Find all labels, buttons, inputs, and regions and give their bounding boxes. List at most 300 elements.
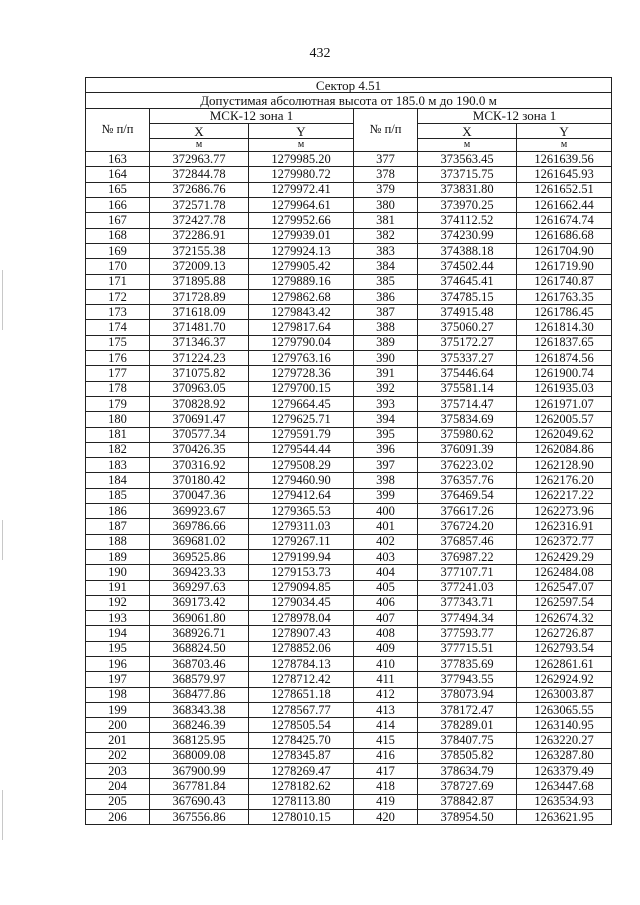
point-number-right: 400 (354, 504, 418, 519)
x-coordinate-right: 376357.76 (418, 473, 517, 488)
x-coordinate-left: 371224.23 (150, 351, 249, 366)
point-number-right: 390 (354, 351, 418, 366)
point-number-right: 415 (354, 733, 418, 748)
point-number-right: 409 (354, 641, 418, 656)
table-row (86, 243, 612, 258)
coordinate-system-right: МСК-12 зона 1 (418, 108, 612, 123)
point-number-left: 204 (86, 779, 150, 794)
y-coordinate-right: 1263003.87 (517, 687, 612, 702)
sector-title: Сектор 4.51 (86, 78, 612, 93)
y-coordinate-left: 1278269.47 (249, 764, 354, 779)
y-coordinate-left: 1279790.04 (249, 335, 354, 350)
x-coordinate-right: 375834.69 (418, 412, 517, 427)
y-coordinate-left: 1278425.70 (249, 733, 354, 748)
x-coordinate-right: 378289.01 (418, 718, 517, 733)
x-coordinate-right: 376091.39 (418, 442, 517, 457)
x-coordinate-right: 374645.41 (418, 274, 517, 289)
x-coordinate-right: 378407.75 (418, 733, 517, 748)
table-body (86, 152, 612, 825)
point-number-right: 377 (354, 152, 418, 167)
y-coordinate-right: 1261786.45 (517, 305, 612, 320)
y-coordinate-left: 1279972.41 (249, 182, 354, 197)
table-row (86, 381, 612, 396)
x-coordinate-right: 374388.18 (418, 243, 517, 258)
table-row (86, 488, 612, 503)
table-row (86, 641, 612, 656)
sector-header-row (86, 78, 612, 93)
point-number-left: 196 (86, 656, 150, 671)
table-row (86, 519, 612, 534)
point-number-right: 391 (354, 366, 418, 381)
y-coordinate-left: 1279625.71 (249, 412, 354, 427)
y-coordinate-left: 1279763.16 (249, 351, 354, 366)
x-coordinate-right: 375337.27 (418, 351, 517, 366)
y-coordinate-right: 1262726.87 (517, 626, 612, 641)
y-coordinate-left: 1279862.68 (249, 289, 354, 304)
table-row (86, 396, 612, 411)
table-row (86, 672, 612, 687)
point-number-left: 181 (86, 427, 150, 442)
y-coordinate-right: 1261900.74 (517, 366, 612, 381)
coordinates-table (85, 77, 612, 825)
x-coordinate-left: 368477.86 (150, 687, 249, 702)
col-header-y-right: Y (517, 123, 612, 138)
x-coordinate-right: 374230.99 (418, 228, 517, 243)
table-row (86, 626, 612, 641)
y-coordinate-right: 1263621.95 (517, 809, 612, 824)
point-number-left: 177 (86, 366, 150, 381)
point-number-left: 198 (86, 687, 150, 702)
x-coordinate-left: 367781.84 (150, 779, 249, 794)
point-number-left: 172 (86, 289, 150, 304)
point-number-left: 189 (86, 549, 150, 564)
point-number-right: 419 (354, 794, 418, 809)
x-coordinate-left: 372427.78 (150, 213, 249, 228)
point-number-left: 173 (86, 305, 150, 320)
col-header-x-right: X (418, 123, 517, 138)
x-coordinate-right: 374785.15 (418, 289, 517, 304)
table-row (86, 702, 612, 717)
x-coordinate-left: 368009.08 (150, 748, 249, 763)
x-coordinate-right: 373970.25 (418, 198, 517, 213)
x-coordinate-right: 375581.14 (418, 381, 517, 396)
table-row (86, 289, 612, 304)
altitude-range: Допустимая абсолютная высота от 185.0 м до 190.0 м (86, 93, 612, 108)
x-coordinate-right: 376857.46 (418, 534, 517, 549)
y-coordinate-right: 1262273.96 (517, 504, 612, 519)
x-coordinate-left: 368579.97 (150, 672, 249, 687)
y-coordinate-right: 1262372.77 (517, 534, 612, 549)
x-coordinate-right: 376469.54 (418, 488, 517, 503)
x-coordinate-right: 375714.47 (418, 396, 517, 411)
x-coordinate-left: 371075.82 (150, 366, 249, 381)
table-row (86, 473, 612, 488)
y-coordinate-left: 1279267.11 (249, 534, 354, 549)
x-coordinate-right: 375060.27 (418, 320, 517, 335)
x-coordinate-left: 369423.33 (150, 565, 249, 580)
point-number-right: 412 (354, 687, 418, 702)
x-coordinate-right: 373831.80 (418, 182, 517, 197)
y-coordinate-left: 1279939.01 (249, 228, 354, 243)
table-row (86, 656, 612, 671)
x-coordinate-left: 367900.99 (150, 764, 249, 779)
y-coordinate-left: 1279817.64 (249, 320, 354, 335)
table-row (86, 534, 612, 549)
point-number-right: 379 (354, 182, 418, 197)
y-coordinate-left: 1279700.15 (249, 381, 354, 396)
point-number-left: 200 (86, 718, 150, 733)
x-coordinate-right: 373715.75 (418, 167, 517, 182)
x-coordinate-right: 378842.87 (418, 794, 517, 809)
y-coordinate-right: 1262597.54 (517, 595, 612, 610)
x-coordinate-left: 372686.76 (150, 182, 249, 197)
y-coordinate-left: 1279034.45 (249, 595, 354, 610)
x-coordinate-right: 378727.69 (418, 779, 517, 794)
point-number-right: 398 (354, 473, 418, 488)
y-coordinate-left: 1279964.61 (249, 198, 354, 213)
point-number-right: 408 (354, 626, 418, 641)
y-coordinate-left: 1279905.42 (249, 259, 354, 274)
y-coordinate-right: 1262793.54 (517, 641, 612, 656)
x-coordinate-left: 370828.92 (150, 396, 249, 411)
x-coordinate-right: 374915.48 (418, 305, 517, 320)
x-coordinate-left: 367690.43 (150, 794, 249, 809)
y-coordinate-left: 1279728.36 (249, 366, 354, 381)
table-row (86, 351, 612, 366)
table-row (86, 213, 612, 228)
x-coordinate-left: 372571.78 (150, 198, 249, 213)
table-row (86, 764, 612, 779)
scan-edge-mark (2, 520, 3, 560)
x-coordinate-right: 377715.51 (418, 641, 517, 656)
point-number-right: 416 (354, 748, 418, 763)
point-number-right: 420 (354, 809, 418, 824)
x-coordinate-right: 376223.02 (418, 458, 517, 473)
point-number-left: 205 (86, 794, 150, 809)
table-row (86, 718, 612, 733)
y-coordinate-right: 1262547.07 (517, 580, 612, 595)
table-row (86, 794, 612, 809)
table-row (86, 182, 612, 197)
point-number-left: 165 (86, 182, 150, 197)
y-coordinate-right: 1262217.22 (517, 488, 612, 503)
x-coordinate-left: 368125.95 (150, 733, 249, 748)
point-number-right: 418 (354, 779, 418, 794)
x-coordinate-right: 375172.27 (418, 335, 517, 350)
y-coordinate-left: 1278345.87 (249, 748, 354, 763)
point-number-right: 396 (354, 442, 418, 457)
y-coordinate-right: 1263534.93 (517, 794, 612, 809)
x-coordinate-right: 375980.62 (418, 427, 517, 442)
table-row (86, 595, 612, 610)
point-number-left: 201 (86, 733, 150, 748)
x-coordinate-left: 369786.66 (150, 519, 249, 534)
x-coordinate-left: 369923.67 (150, 504, 249, 519)
table-row (86, 427, 612, 442)
point-number-right: 414 (354, 718, 418, 733)
point-number-right: 401 (354, 519, 418, 534)
point-number-right: 417 (354, 764, 418, 779)
unit-x-left: м (150, 139, 249, 152)
system-header-row (86, 108, 612, 123)
point-number-left: 176 (86, 351, 150, 366)
point-number-left: 197 (86, 672, 150, 687)
x-coordinate-left: 371895.88 (150, 274, 249, 289)
table-row (86, 412, 612, 427)
x-coordinate-right: 378505.82 (418, 748, 517, 763)
table-row (86, 580, 612, 595)
x-coordinate-left: 369525.86 (150, 549, 249, 564)
scan-edge-mark (2, 790, 3, 840)
y-coordinate-right: 1261935.03 (517, 381, 612, 396)
point-number-right: 382 (354, 228, 418, 243)
y-coordinate-right: 1261719.90 (517, 259, 612, 274)
x-coordinate-right: 377593.77 (418, 626, 517, 641)
point-number-left: 164 (86, 167, 150, 182)
point-number-left: 163 (86, 152, 150, 167)
x-coordinate-right: 378634.79 (418, 764, 517, 779)
y-coordinate-right: 1261686.68 (517, 228, 612, 243)
point-number-right: 388 (354, 320, 418, 335)
point-number-right: 394 (354, 412, 418, 427)
y-coordinate-left: 1278978.04 (249, 611, 354, 626)
x-coordinate-left: 369173.42 (150, 595, 249, 610)
y-coordinate-right: 1261971.07 (517, 396, 612, 411)
y-coordinate-left: 1278852.06 (249, 641, 354, 656)
point-number-left: 185 (86, 488, 150, 503)
x-coordinate-left: 368926.71 (150, 626, 249, 641)
table-row (86, 687, 612, 702)
y-coordinate-left: 1279460.90 (249, 473, 354, 488)
y-coordinate-left: 1278505.54 (249, 718, 354, 733)
y-coordinate-left: 1279924.13 (249, 243, 354, 258)
x-coordinate-right: 376724.20 (418, 519, 517, 534)
x-coordinate-left: 371346.37 (150, 335, 249, 350)
y-coordinate-right: 1262005.57 (517, 412, 612, 427)
point-number-left: 195 (86, 641, 150, 656)
y-coordinate-left: 1279199.94 (249, 549, 354, 564)
y-coordinate-left: 1279980.72 (249, 167, 354, 182)
y-coordinate-right: 1262316.91 (517, 519, 612, 534)
table-row (86, 366, 612, 381)
x-coordinate-left: 368343.38 (150, 702, 249, 717)
col-header-y-left: Y (249, 123, 354, 138)
x-coordinate-right: 378954.50 (418, 809, 517, 824)
y-coordinate-right: 1261652.51 (517, 182, 612, 197)
point-number-right: 411 (354, 672, 418, 687)
y-coordinate-left: 1279311.03 (249, 519, 354, 534)
y-coordinate-right: 1261837.65 (517, 335, 612, 350)
point-number-left: 186 (86, 504, 150, 519)
point-number-right: 399 (354, 488, 418, 503)
x-coordinate-right: 376617.26 (418, 504, 517, 519)
coordinate-system-left: МСК-12 зона 1 (150, 108, 354, 123)
point-number-right: 385 (354, 274, 418, 289)
point-number-right: 387 (354, 305, 418, 320)
y-coordinate-right: 1263065.55 (517, 702, 612, 717)
y-coordinate-right: 1262861.61 (517, 656, 612, 671)
x-coordinate-right: 377107.71 (418, 565, 517, 580)
point-number-right: 389 (354, 335, 418, 350)
y-coordinate-right: 1262429.29 (517, 549, 612, 564)
table-row (86, 779, 612, 794)
table-row (86, 152, 612, 167)
y-coordinate-right: 1263220.27 (517, 733, 612, 748)
x-coordinate-left: 370047.36 (150, 488, 249, 503)
y-coordinate-left: 1278712.42 (249, 672, 354, 687)
point-number-right: 395 (354, 427, 418, 442)
table-row (86, 167, 612, 182)
x-coordinate-left: 372009.13 (150, 259, 249, 274)
y-coordinate-right: 1261814.30 (517, 320, 612, 335)
point-number-left: 174 (86, 320, 150, 335)
x-coordinate-left: 370316.92 (150, 458, 249, 473)
point-number-right: 406 (354, 595, 418, 610)
point-number-left: 194 (86, 626, 150, 641)
y-coordinate-left: 1279843.42 (249, 305, 354, 320)
point-number-left: 175 (86, 335, 150, 350)
point-number-left: 171 (86, 274, 150, 289)
point-number-right: 404 (354, 565, 418, 580)
x-coordinate-left: 370180.42 (150, 473, 249, 488)
table-row (86, 305, 612, 320)
point-number-left: 167 (86, 213, 150, 228)
altitude-header-row (86, 93, 612, 108)
point-number-right: 392 (354, 381, 418, 396)
x-coordinate-left: 369681.02 (150, 534, 249, 549)
point-number-left: 182 (86, 442, 150, 457)
x-coordinate-right: 376987.22 (418, 549, 517, 564)
point-number-right: 410 (354, 656, 418, 671)
x-coordinate-left: 372286.91 (150, 228, 249, 243)
x-coordinate-right: 377494.34 (418, 611, 517, 626)
point-number-right: 386 (354, 289, 418, 304)
point-number-left: 199 (86, 702, 150, 717)
col-header-number-right: № п/п (354, 108, 418, 152)
col-header-x-left: X (150, 123, 249, 138)
y-coordinate-right: 1261662.44 (517, 198, 612, 213)
page-number: 432 (309, 46, 331, 61)
table-row (86, 565, 612, 580)
y-coordinate-right: 1261704.90 (517, 243, 612, 258)
table-row (86, 504, 612, 519)
table-row (86, 549, 612, 564)
y-coordinate-right: 1263447.68 (517, 779, 612, 794)
y-coordinate-left: 1279544.44 (249, 442, 354, 457)
x-coordinate-right: 374112.52 (418, 213, 517, 228)
point-number-right: 413 (354, 702, 418, 717)
y-coordinate-left: 1279889.16 (249, 274, 354, 289)
table-row (86, 228, 612, 243)
x-coordinate-left: 370426.35 (150, 442, 249, 457)
point-number-left: 179 (86, 396, 150, 411)
y-coordinate-right: 1263140.95 (517, 718, 612, 733)
y-coordinate-right: 1261740.87 (517, 274, 612, 289)
y-coordinate-right: 1261674.74 (517, 213, 612, 228)
y-coordinate-left: 1279412.64 (249, 488, 354, 503)
y-coordinate-right: 1261763.35 (517, 289, 612, 304)
scan-edge-mark (2, 270, 3, 330)
x-coordinate-right: 373563.45 (418, 152, 517, 167)
y-coordinate-right: 1263379.49 (517, 764, 612, 779)
y-coordinate-left: 1279591.79 (249, 427, 354, 442)
point-number-right: 397 (354, 458, 418, 473)
table-row (86, 198, 612, 213)
x-coordinate-right: 378172.47 (418, 702, 517, 717)
point-number-right: 383 (354, 243, 418, 258)
x-coordinate-left: 371728.89 (150, 289, 249, 304)
point-number-left: 170 (86, 259, 150, 274)
y-coordinate-left: 1278010.15 (249, 809, 354, 824)
point-number-right: 403 (354, 549, 418, 564)
x-coordinate-right: 374502.44 (418, 259, 517, 274)
table-row (86, 733, 612, 748)
unit-y-right: м (517, 139, 612, 152)
y-coordinate-right: 1262084.86 (517, 442, 612, 457)
x-coordinate-left: 368703.46 (150, 656, 249, 671)
point-number-left: 180 (86, 412, 150, 427)
x-coordinate-left: 368824.50 (150, 641, 249, 656)
x-coordinate-left: 368246.39 (150, 718, 249, 733)
y-coordinate-right: 1261874.56 (517, 351, 612, 366)
x-coordinate-left: 370963.05 (150, 381, 249, 396)
y-coordinate-left: 1278784.13 (249, 656, 354, 671)
point-number-left: 192 (86, 595, 150, 610)
y-coordinate-left: 1279153.73 (249, 565, 354, 580)
x-coordinate-right: 377835.69 (418, 656, 517, 671)
point-number-right: 381 (354, 213, 418, 228)
point-number-left: 169 (86, 243, 150, 258)
y-coordinate-left: 1279365.53 (249, 504, 354, 519)
point-number-left: 168 (86, 228, 150, 243)
point-number-left: 166 (86, 198, 150, 213)
table-row (86, 748, 612, 763)
axis-header-row (86, 123, 612, 138)
y-coordinate-right: 1261639.56 (517, 152, 612, 167)
unit-header-row (86, 139, 612, 152)
point-number-right: 402 (354, 534, 418, 549)
y-coordinate-left: 1279985.20 (249, 152, 354, 167)
y-coordinate-left: 1279094.85 (249, 580, 354, 595)
x-coordinate-left: 369061.80 (150, 611, 249, 626)
y-coordinate-right: 1262674.32 (517, 611, 612, 626)
point-number-left: 193 (86, 611, 150, 626)
x-coordinate-right: 377343.71 (418, 595, 517, 610)
point-number-left: 203 (86, 764, 150, 779)
point-number-left: 190 (86, 565, 150, 580)
point-number-right: 407 (354, 611, 418, 626)
x-coordinate-left: 369297.63 (150, 580, 249, 595)
col-header-number-left: № п/п (86, 108, 150, 152)
unit-y-left: м (249, 139, 354, 152)
point-number-left: 188 (86, 534, 150, 549)
x-coordinate-right: 377943.55 (418, 672, 517, 687)
x-coordinate-left: 370691.47 (150, 412, 249, 427)
table-row (86, 809, 612, 824)
table-row (86, 611, 612, 626)
y-coordinate-right: 1262924.92 (517, 672, 612, 687)
y-coordinate-left: 1278182.62 (249, 779, 354, 794)
table-row (86, 274, 612, 289)
y-coordinate-left: 1279952.66 (249, 213, 354, 228)
point-number-left: 202 (86, 748, 150, 763)
point-number-right: 380 (354, 198, 418, 213)
table-row (86, 320, 612, 335)
y-coordinate-left: 1279664.45 (249, 396, 354, 411)
x-coordinate-right: 378073.94 (418, 687, 517, 702)
point-number-left: 206 (86, 809, 150, 824)
point-number-left: 184 (86, 473, 150, 488)
